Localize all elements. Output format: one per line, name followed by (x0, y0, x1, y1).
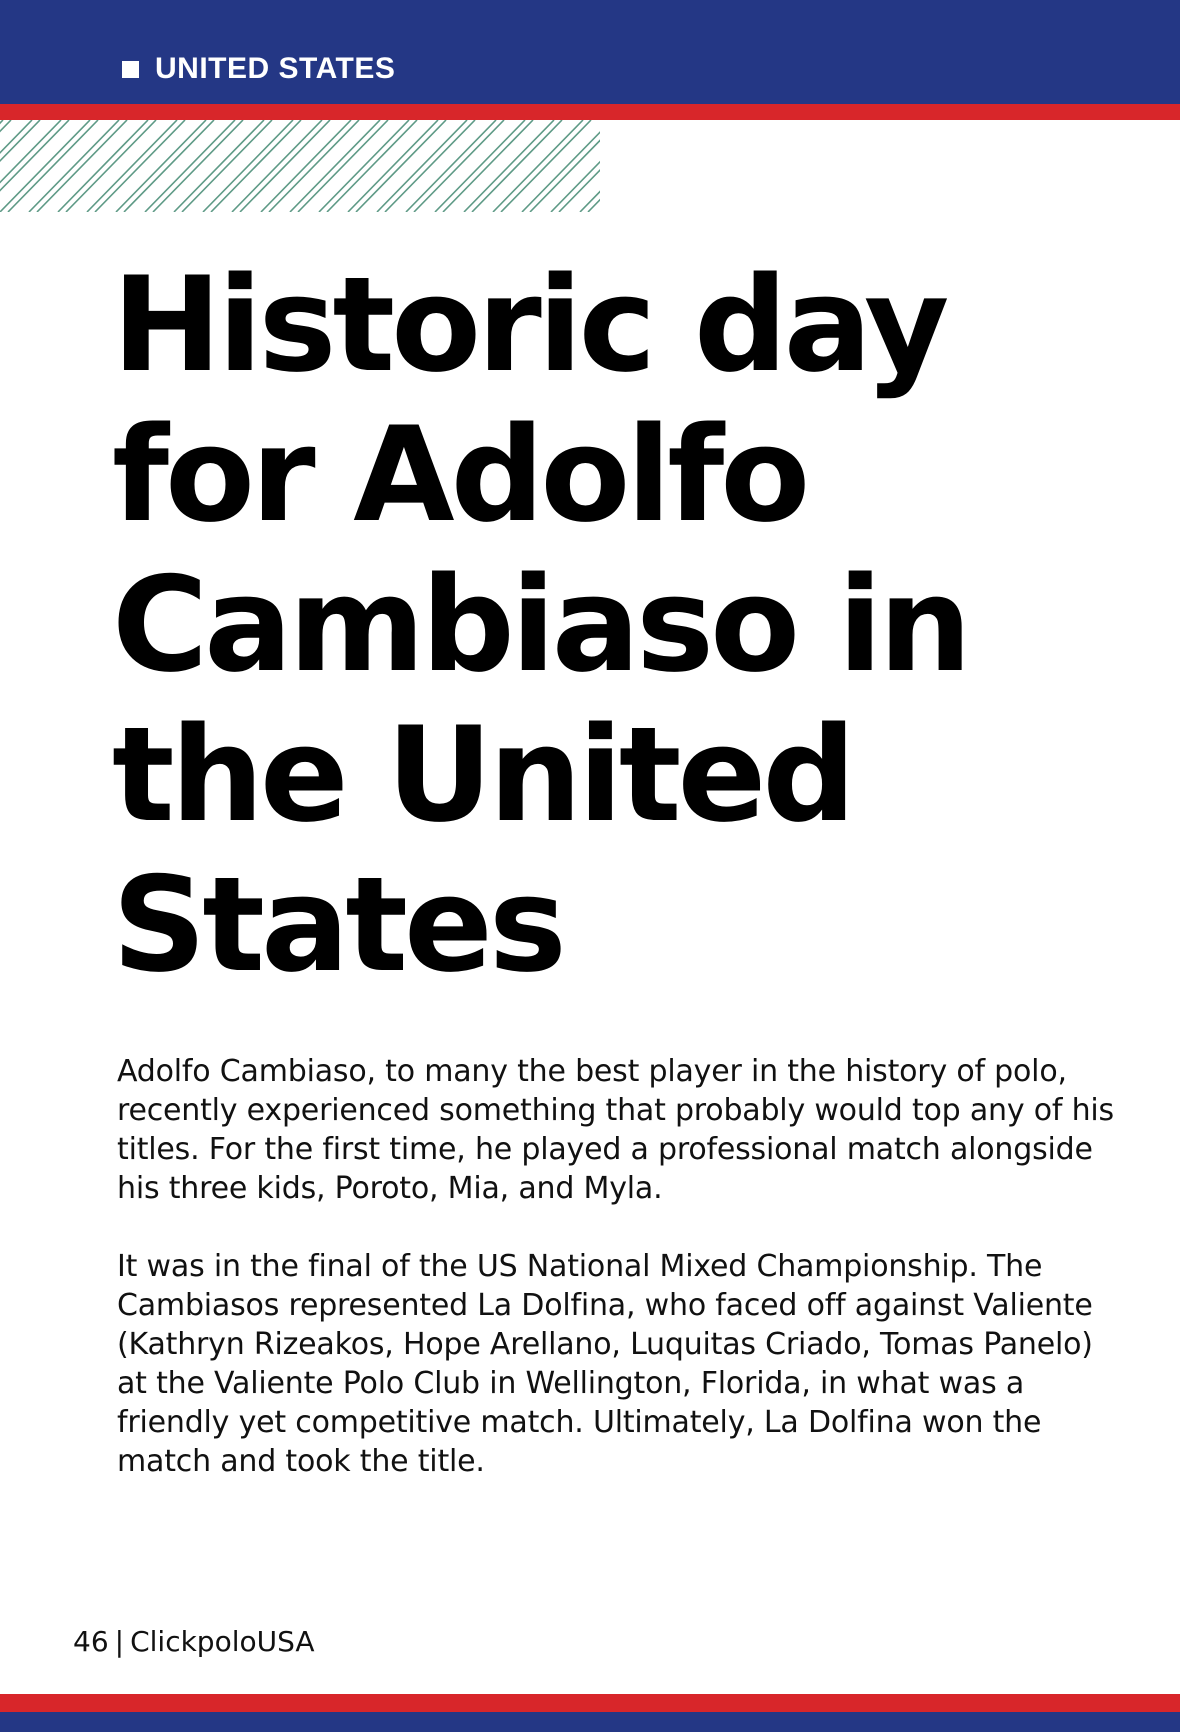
hatch-line (145, 120, 235, 212)
hatch-line (356, 120, 446, 212)
square-bullet-icon (122, 61, 139, 78)
hatch-line (0, 120, 3, 212)
title-line: for Adolfo (112, 398, 807, 551)
hatch-line (443, 120, 533, 212)
hatch-line (37, 120, 127, 212)
title-line: Cambiaso in (112, 548, 968, 701)
publication-name: ClickpoloUSA (130, 1625, 315, 1658)
footer-separator: | (114, 1625, 125, 1658)
hatch-line (348, 120, 438, 212)
hatch-line (0, 120, 40, 212)
article-paragraph: It was in the final of the US National Mixed Championship. The Cambiasos represented La Dolfina, who faced off against Valiente (Kathryn Rizeakos, Hope Arellano, Luquitas Criado, Tomas Panelo) at the Valiente Polo Club in Wellington, Florida, in what was a friendly yet competitive match. Ultimately, La Dolfina won the match and took the title. (117, 1249, 1093, 1479)
hatch-line (522, 120, 600, 212)
hatch-line (87, 120, 177, 212)
title-line: Historic day (112, 248, 946, 401)
hatch-line (472, 120, 562, 212)
article-title (112, 250, 1162, 1000)
hatch-line (174, 120, 264, 212)
article-paragraph: Adolfo Cambiaso, to many the best player in the history of polo, recently experienced something that probably would top any of his titles. For the first time, he played a professional match alongside his three kids, Poroto, Mia, and Myla. (117, 1054, 1114, 1206)
hatch-line (269, 120, 359, 212)
page-number: 46 (73, 1625, 109, 1658)
hatch-line (124, 120, 214, 212)
hatch-line (327, 120, 417, 212)
hatch-line (182, 120, 272, 212)
hatch-line (95, 120, 185, 212)
hatch-line (493, 120, 583, 212)
hatch-line (464, 120, 554, 212)
hatch-line (0, 120, 90, 212)
header-red-stripe (0, 104, 1180, 120)
hatch-line (203, 120, 293, 212)
hatch-line (261, 120, 351, 212)
section-label (122, 44, 395, 94)
hatch-line (298, 120, 388, 212)
hatch-line (8, 120, 98, 212)
hatch-line (211, 120, 301, 212)
hatch-line (406, 120, 496, 212)
hatch-line (435, 120, 525, 212)
hatch-line (290, 120, 380, 212)
footer-red-stripe (0, 1694, 1180, 1712)
hatch-line (319, 120, 409, 212)
title-line: States (112, 848, 563, 1001)
hatch-line (240, 120, 330, 212)
hatch-line (66, 120, 156, 212)
hatch-line (377, 120, 467, 212)
hatch-line (116, 120, 206, 212)
article-body (117, 1052, 1117, 1520)
hatch-line (385, 120, 475, 212)
hatch-line (0, 120, 11, 212)
hatch-line (0, 120, 61, 212)
hatch-line (232, 120, 322, 212)
hatch-line (153, 120, 243, 212)
section-label-text: UNITED STATES (155, 52, 396, 85)
hatch-line (29, 120, 119, 212)
hatch-line (0, 120, 69, 212)
hatch-line (58, 120, 148, 212)
footer-bar (0, 1694, 1180, 1732)
footer-blue-band (0, 1712, 1180, 1732)
hatch-line (414, 120, 504, 212)
title-line: the United (112, 698, 853, 851)
diagonal-hatch-pattern (0, 120, 600, 212)
hatch-line (501, 120, 591, 212)
page-footer (73, 1622, 315, 1662)
